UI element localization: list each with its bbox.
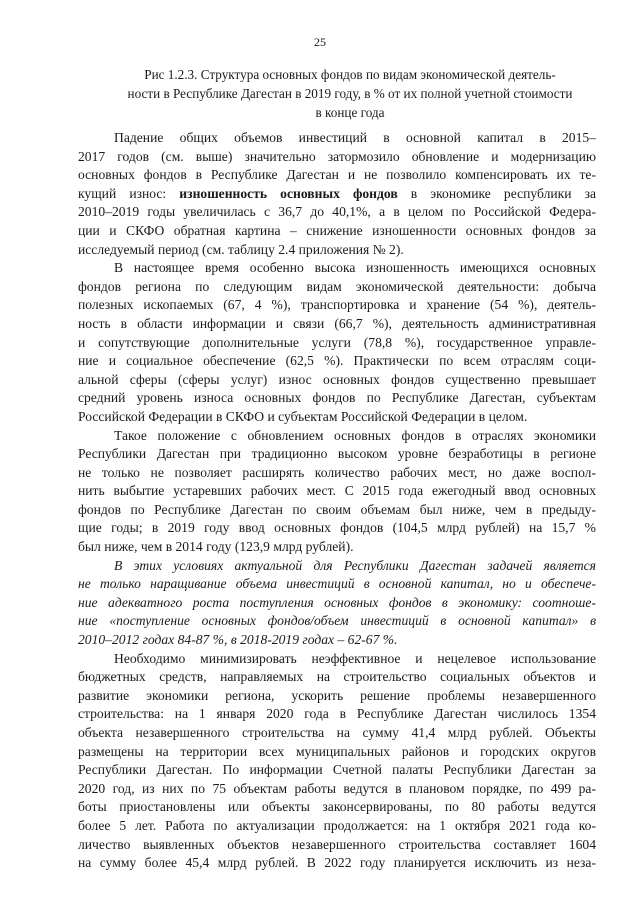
text-line: 2020 год, из них по 75 объектам работы ведутся в плановом порядке, по 499 ра-	[78, 780, 596, 796]
text-line: фондов региона по следующим видам экономической деятельности: добыча	[78, 278, 596, 294]
text-line: строительства: на 1 января 2020 года в Республике Дагестан числилось 1354	[78, 706, 596, 722]
text-line: не только наращивание объема инвестиций в основной капитал, но и обеспече-	[78, 576, 596, 592]
text-line: 2010–2019 годы увеличилась с 36,7 до 40,1%, а в целом по Российской Федера-	[78, 204, 596, 220]
text-line: нить выбытие устаревших рабочих мест. С 2015 года ежегодный ввод основных	[78, 483, 596, 499]
text-line: не только не позволяет расширять количество рабочих мест, но даже воспол-	[78, 464, 596, 480]
text-fragment: кущий износ:	[78, 185, 180, 201]
text-line: 2010–2012 годах 84-87 %, в 2018-2019 годах – 62-67 %.	[78, 632, 398, 648]
text-line: ции и СКФО обратная картина – снижение изношенности основных фондов за	[78, 222, 596, 238]
text-line: Такое положение с обновлением основных фондов в отраслях экономики	[114, 427, 596, 443]
text-line: более 5 лет. Работа по актуализации продолжается: на 1 октября 2021 года ко-	[78, 817, 596, 833]
text-line: В этих условиях актуальной для Республики Дагестан задачей является	[114, 557, 596, 573]
text-line: ность в области информации и связи (66,7 %), деятельность административная	[78, 315, 596, 331]
caption-line: Рис 1.2.3. Структура основных фондов по видам экономической деятель-	[144, 67, 556, 82]
text-line: боты приостановлены или объекты законсервированы, по 80 работы ведутся	[78, 799, 596, 815]
text-line: объекта незавершенного строительства на сумму 41,4 млрд рублей. Объекты	[78, 725, 596, 740]
text-line: исследуемый период (см. таблицу 2.4 приложения № 2).	[78, 241, 404, 257]
text-line: бюджетных средств, направляемых на строительство социальных объектов и	[78, 669, 596, 685]
text-line: развитие экономики региона, ускорить решение проблемы незавершенного	[78, 687, 596, 703]
text-line: щие годы; в 2019 году ввод основных фондов (104,5 млрд рублей) на 15,7 %	[78, 520, 596, 536]
text-line: ние адекватного роста поступления основных фондов в экономику: соотноше-	[78, 594, 596, 610]
text-line: ние и социальное обеспечение (62,5 %). Практически по всем отраслям соци-	[78, 353, 596, 369]
bold-term: изношенность основных фондов	[179, 185, 398, 201]
text-line: ние «поступление основных фондов/объем инвестиций в основной капитал» в	[78, 613, 596, 629]
text-line: В настоящее время особенно высока изношенность имеющихся основных	[114, 260, 596, 276]
figure-caption	[95, 65, 605, 122]
text-line: размещены на территории всех муниципальных районов и городских округов	[78, 743, 596, 759]
caption-line: ности в Республике Дагестан в 2019 году, в % от их полной учетной стоимости	[127, 86, 573, 101]
text-line: Республики Дагестан. По информации Счетной палаты Республики Дагестан за	[78, 762, 596, 778]
text-line: Российской Федерации в СКФО и субъектам Российской Федерации в целом.	[78, 408, 528, 424]
text-line: личество выявленных объектов незавершенного строительства составляет 1604	[78, 836, 596, 852]
text-line: полезных ископаемых (67, 4 %), транспортировка и хранение (54 %), деятель-	[78, 297, 596, 313]
text-line: Необходимо минимизировать неэффективное и нецелевое использование	[114, 650, 596, 666]
caption-line: в конце года	[315, 105, 385, 120]
body-text	[78, 129, 596, 873]
text-fragment: в экономике республики за	[397, 185, 596, 201]
text-line: основных фондов в Республике Дагестан и не позволило компенсировать их те-	[78, 167, 596, 183]
text-line: фондов по Республике Дагестан по своим объемам был ниже, чем в предыду-	[78, 501, 596, 517]
text-line: средний уровень износа основных фондов по Республике Дагестан, субъектам	[78, 390, 596, 406]
text-line: и сопутствующие дополнительные услуги (78,8 %), государственное управле-	[78, 334, 596, 350]
text-line	[78, 185, 596, 204]
text-line: альной сферы (сферы услуг) износ основных фондов существенно превышает	[78, 371, 596, 387]
text-line: Республики Дагестан при традиционно высоком уровне безработицы в регионе	[78, 446, 596, 462]
text-line: 2017 годов (см. выше) значительно затормозило обновление и модернизацию	[78, 148, 596, 164]
page-number: 25	[314, 35, 326, 49]
text-line: Падение общих объемов инвестиций в основной капитал в 2015–	[114, 130, 596, 145]
text-line: на сумму более 45,4 млрд рублей. В 2022 году планируется исключить из неза-	[78, 855, 596, 871]
text-line: был ниже, чем в 2014 году (123,9 млрд рублей).	[78, 539, 354, 555]
